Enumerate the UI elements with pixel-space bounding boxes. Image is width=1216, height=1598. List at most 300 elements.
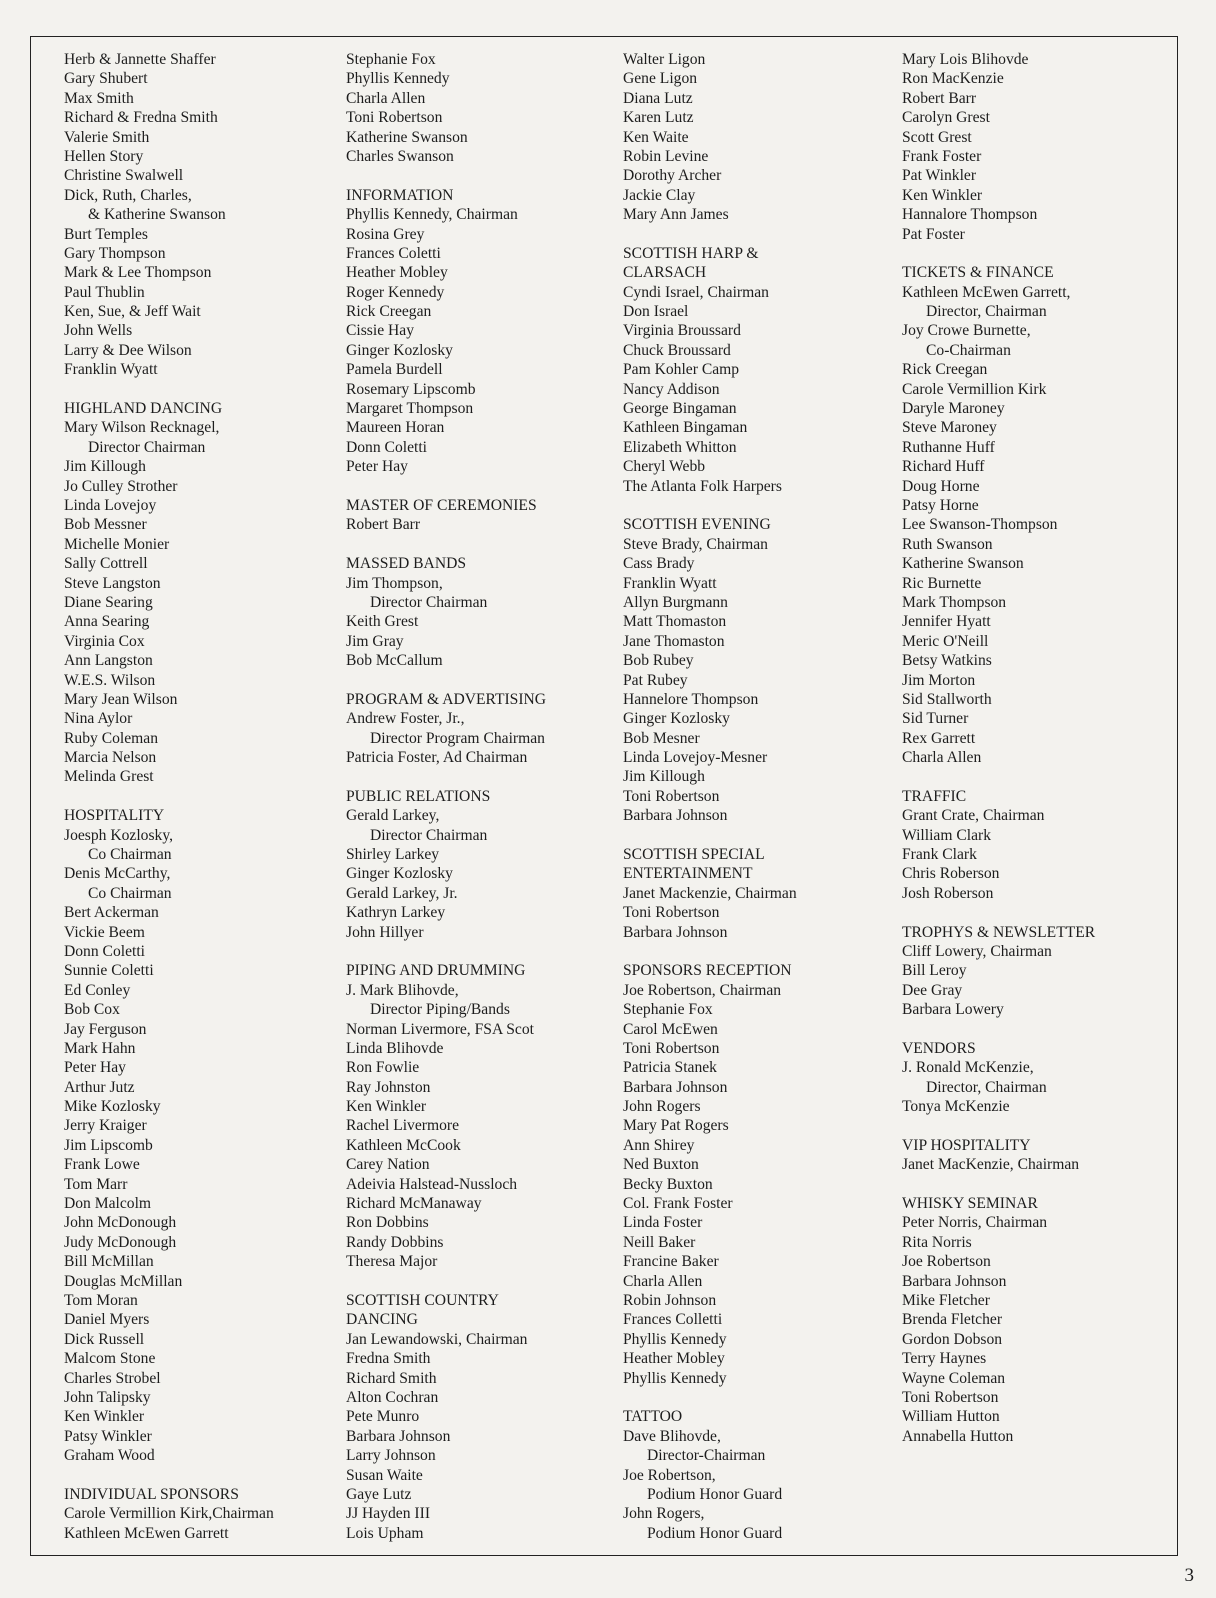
section-heading: SCOTTISH COUNTRY [346, 1292, 499, 1309]
name-entry: Richard Smith [346, 1369, 437, 1387]
name-entry: Virginia Broussard [623, 322, 741, 340]
name-entry: Dee Gray [902, 981, 963, 999]
name-entry: Director, Chairman [926, 1078, 1047, 1096]
name-entry: Ginger Kozlosky [346, 865, 453, 883]
name-entry: Burt Temples [64, 225, 148, 243]
name-entry: Sally Cottrell [64, 555, 148, 573]
name-entry: John Wells [64, 322, 133, 340]
section-heading: ENTERTAINMENT [623, 865, 753, 883]
name-entry: Charles Strobel [64, 1369, 161, 1387]
name-entry: William Hutton [902, 1408, 1000, 1426]
name-entry: Director Piping/Bands [370, 1001, 510, 1019]
name-entry: Daryle Maroney [902, 400, 1005, 418]
name-entry: Robin Johnson [623, 1292, 717, 1309]
name-entry: Katherine Swanson [346, 128, 468, 146]
name-entry: Director, Chairman [926, 303, 1047, 321]
name-entry: Jackie Clay [623, 186, 696, 204]
name-entry: W.E.S. Wilson [64, 671, 156, 689]
name-entry: Ric Burnette [902, 574, 982, 592]
name-entry: Peter Hay [346, 458, 408, 476]
name-entry: Ruthanne Huff [902, 438, 995, 456]
name-entry: Virginia Cox [64, 632, 145, 650]
name-entry: Don Israel [623, 303, 689, 321]
name-entry: Joe Robertson [902, 1253, 991, 1271]
name-entry: Adeivia Halstead-Nussloch [346, 1175, 518, 1193]
name-entry: John Rogers [623, 1098, 701, 1116]
name-entry: Tom Moran [64, 1292, 138, 1309]
spacer [346, 535, 546, 554]
spacer [346, 166, 546, 185]
name-entry: Denis McCarthy, [64, 865, 171, 883]
name-entry: Margaret Thompson [346, 400, 474, 418]
name-entry: Stephanie Fox [346, 51, 436, 68]
name-entry: Director Chairman [370, 593, 488, 611]
name-entry: Michelle Monier [64, 535, 170, 553]
name-entry: Mary Ann James [623, 206, 729, 224]
name-entry: Ruth Swanson [902, 535, 993, 553]
name-entry: Frank Foster [902, 147, 982, 165]
name-entry: Rick Creegan [346, 303, 432, 321]
name-entry: Rachel Livermore [346, 1117, 460, 1135]
name-entry: Dorothy Archer [623, 167, 722, 185]
name-entry: Pat Foster [902, 225, 965, 243]
name-entry: Matt Thomaston [623, 613, 727, 631]
name-entry: Kathryn Larkey [346, 904, 446, 922]
section-heading: MASSED BANDS [346, 555, 467, 573]
name-entry: Director Program Chairman [370, 729, 545, 747]
name-entry: Bill Leroy [902, 962, 967, 980]
name-entry: Mary Jean Wilson [64, 690, 178, 708]
spacer [902, 1116, 1095, 1135]
name-entry: John Hillyer [346, 923, 424, 941]
section-heading: SCOTTISH SPECIAL [623, 846, 765, 864]
name-entry: Dick Russell [64, 1330, 145, 1348]
name-entry: Valerie Smith [64, 128, 150, 146]
name-entry: Betsy Watkins [902, 652, 992, 670]
name-entry: Mike Fletcher [902, 1292, 990, 1309]
name-entry: JJ Hayden III [346, 1505, 431, 1523]
name-entry: Bob McCallum [346, 652, 443, 670]
name-entry: Arthur Jutz [64, 1078, 135, 1096]
name-entry: Jim Killough [623, 768, 705, 786]
name-entry: Co Chairman [88, 884, 172, 902]
name-entry: Gaye Lutz [346, 1485, 412, 1503]
name-entry: Jim Morton [902, 671, 976, 689]
name-entry: Steve Brady, Chairman [623, 535, 768, 553]
name-entry: Charles Swanson [346, 147, 454, 165]
name-entry: Brenda Fletcher [902, 1311, 1003, 1329]
name-entry: Barbara Johnson [623, 1078, 728, 1096]
name-entry: Patricia Stanek [623, 1059, 717, 1077]
name-entry: Steve Maroney [902, 419, 997, 437]
name-entry: Patricia Foster, Ad Chairman [346, 749, 528, 767]
name-entry: Katherine Swanson [902, 555, 1024, 573]
name-entry: Ron Fowlie [346, 1059, 420, 1077]
name-entry: Frank Clark [902, 846, 977, 864]
name-entry: Janet MacKenzie, Chairman [902, 1156, 1080, 1174]
name-entry: Stephanie Fox [623, 1001, 713, 1019]
name-entry: Christine Swalwell [64, 167, 184, 185]
section-heading: HOSPITALITY [64, 807, 165, 825]
name-entry: Kathleen McEwen Garrett [64, 1524, 229, 1542]
name-entry: Joe Robertson, Chairman [623, 981, 782, 999]
name-entry: Phyllis Kennedy [623, 1369, 727, 1387]
name-entry: Gerald Larkey, Jr. [346, 884, 458, 902]
name-entry: Jay Ferguson [64, 1020, 147, 1038]
name-entry: Gene Ligon [623, 70, 698, 88]
name-entry: Donn Coletti [64, 942, 145, 960]
spacer [902, 244, 1095, 263]
name-entry: Podium Honor Guard [647, 1485, 783, 1503]
name-entry: Mary Wilson Recknagel, [64, 419, 220, 437]
name-entry: Steve Langston [64, 574, 161, 592]
name-entry: Scott Grest [902, 128, 972, 146]
name-entry: Dick, Ruth, Charles, [64, 186, 192, 204]
spacer [346, 671, 546, 690]
name-entry: Linda Lovejoy [64, 496, 157, 514]
section-heading: PIPING AND DRUMMING [346, 962, 526, 980]
name-entry: Chris Roberson [902, 865, 1000, 883]
name-entry: Co Chairman [88, 846, 172, 864]
name-entry: Lois Upham [346, 1524, 424, 1542]
name-entry: Barbara Johnson [623, 807, 728, 825]
name-entry: Sunnie Coletti [64, 962, 154, 980]
spacer [902, 1175, 1095, 1194]
name-entry: Carole Vermillion Kirk [902, 380, 1047, 398]
name-entry: Toni Robertson [902, 1388, 999, 1406]
spacer [902, 903, 1095, 922]
name-entry: Chuck Broussard [623, 341, 731, 359]
name-entry: Max Smith [64, 89, 134, 107]
name-entry: Nina Aylor [64, 710, 133, 728]
name-entry: Donn Coletti [346, 438, 427, 456]
name-entry: Ann Shirey [623, 1136, 695, 1154]
name-entry: Kathleen Bingaman [623, 419, 748, 437]
name-entry: Barbara Lowery [902, 1001, 1004, 1019]
name-entry: Linda Blihovde [346, 1039, 444, 1057]
name-entry: William Clark [902, 826, 992, 844]
name-entry: Gary Shubert [64, 70, 148, 88]
name-entry: Barbara Johnson [902, 1272, 1007, 1290]
name-entry: Charla Allen [623, 1272, 703, 1290]
name-entry: Carey Nation [346, 1156, 430, 1174]
name-entry: Grant Crate, Chairman [902, 807, 1045, 825]
name-entry: Cissie Hay [346, 322, 415, 340]
name-entry: Roger Kennedy [346, 283, 445, 301]
name-entry: Annabella Hutton [902, 1427, 1014, 1445]
section-heading: TICKETS & FINANCE [902, 264, 1054, 282]
name-entry: Peter Hay [64, 1059, 126, 1077]
name-entry: Ned Buxton [623, 1156, 699, 1174]
name-entry: Terry Haynes [902, 1350, 987, 1368]
section-heading: VIP HOSPITALITY [902, 1136, 1031, 1154]
name-entry: Judy McDonough [64, 1233, 177, 1251]
name-entry: Toni Robertson [623, 787, 720, 805]
name-entry: Barbara Johnson [346, 1427, 451, 1445]
name-entry: Cheryl Webb [623, 458, 706, 476]
name-entry: Allyn Burgmann [623, 593, 728, 611]
name-entry: Col. Frank Foster [623, 1195, 733, 1213]
spacer [623, 826, 797, 845]
section-heading: VENDORS [902, 1039, 976, 1057]
name-entry: Nancy Addison [623, 380, 720, 398]
name-entry: Cass Brady [623, 555, 695, 573]
name-entry: George Bingaman [623, 400, 737, 418]
spacer [902, 1020, 1095, 1039]
name-entry: Herb & Jannette Shaffer [64, 51, 216, 68]
name-entry: Mark Hahn [64, 1039, 136, 1057]
name-entry: Gerald Larkey, [346, 807, 440, 825]
name-entry: Gordon Dobson [902, 1330, 1003, 1348]
name-entry: Patsy Horne [902, 496, 979, 514]
name-entry: Mike Kozlosky [64, 1098, 161, 1116]
name-entry: Frances Colletti [623, 1311, 723, 1329]
name-entry: Franklin Wyatt [623, 574, 717, 592]
name-entry: Richard McManaway [346, 1195, 482, 1213]
column-1 [64, 50, 274, 1543]
name-entry: Sid Turner [902, 710, 969, 728]
name-entry: Bert Ackerman [64, 904, 159, 922]
name-entry: Shirley Larkey [346, 846, 440, 864]
name-entry: Franklin Wyatt [64, 361, 158, 379]
name-entry: Hellen Story [64, 147, 144, 165]
name-entry: Jerry Kraiger [64, 1117, 147, 1135]
name-entry: Ron Dobbins [346, 1214, 429, 1232]
name-entry: John Rogers, [623, 1505, 705, 1523]
name-entry: Toni Robertson [346, 109, 443, 127]
name-entry: Graham Wood [64, 1447, 155, 1465]
name-entry: Ray Johnston [346, 1078, 431, 1096]
spacer [346, 767, 546, 786]
name-entry: Podium Honor Guard [647, 1524, 783, 1542]
spacer [64, 787, 274, 806]
name-entry: Robin Levine [623, 147, 709, 165]
name-entry: Mary Pat Rogers [623, 1117, 729, 1135]
name-entry: Cliff Lowery, Chairman [902, 942, 1052, 960]
name-entry: Maureen Horan [346, 419, 445, 437]
name-entry: Kathleen McEwen Garrett, [902, 283, 1071, 301]
name-entry: Robert Barr [902, 89, 977, 107]
name-entry: Kathleen McCook [346, 1136, 461, 1154]
name-entry: Heather Mobley [623, 1350, 725, 1368]
name-entry: Joe Robertson, [623, 1466, 716, 1484]
name-entry: Bob Cox [64, 1001, 120, 1019]
name-entry: Pete Munro [346, 1408, 420, 1426]
section-heading: SPONSORS RECEPTION [623, 962, 792, 980]
section-heading: MASTER OF CEREMONIES [346, 496, 537, 514]
name-entry: Carol McEwen [623, 1020, 718, 1038]
name-entry: Susan Waite [346, 1466, 423, 1484]
name-entry: Wayne Coleman [902, 1369, 1006, 1387]
name-entry: Ed Conley [64, 981, 131, 999]
name-entry: Co-Chairman [926, 341, 1011, 359]
name-entry: Frank Lowe [64, 1156, 140, 1174]
section-heading: DANCING [346, 1311, 418, 1329]
section-heading: TATTOO [623, 1408, 683, 1426]
name-entry: Charla Allen [902, 749, 982, 767]
section-heading: TRAFFIC [902, 787, 967, 805]
name-entry: Rita Norris [902, 1233, 972, 1251]
name-entry: Elizabeth Whitton [623, 438, 737, 456]
name-entry: Ken, Sue, & Jeff Wait [64, 303, 201, 321]
section-heading: INFORMATION [346, 186, 454, 204]
name-entry: Ginger Kozlosky [346, 341, 453, 359]
section-heading: HIGHLAND DANCING [64, 400, 223, 418]
spacer [623, 1388, 797, 1407]
column-4 [902, 50, 1095, 1446]
name-entry: Becky Buxton [623, 1175, 713, 1193]
name-entry: Jan Lewandowski, Chairman [346, 1330, 528, 1348]
section-heading: PUBLIC RELATIONS [346, 787, 491, 805]
name-entry: Linda Lovejoy-Mesner [623, 749, 768, 767]
name-entry: Diana Lutz [623, 89, 693, 107]
name-entry: Jane Thomaston [623, 632, 725, 650]
name-entry: Pat Rubey [623, 671, 688, 689]
name-entry: Anna Searing [64, 613, 150, 631]
name-entry: Lee Swanson-Thompson [902, 516, 1058, 534]
name-entry: Don Malcolm [64, 1195, 152, 1213]
spacer [64, 1466, 274, 1485]
name-entry: Joy Crowe Burnette, [902, 322, 1031, 340]
spacer [623, 942, 797, 961]
name-entry: Theresa Major [346, 1253, 438, 1271]
column-3 [623, 50, 797, 1543]
name-entry: Mark Thompson [902, 593, 1007, 611]
name-entry: Rex Garrett [902, 729, 976, 747]
name-entry: Barbara Johnson [623, 923, 728, 941]
name-entry: J. Mark Blihovde, [346, 981, 459, 999]
spacer [346, 477, 546, 496]
section-heading: SCOTTISH EVENING [623, 516, 771, 534]
spacer [623, 225, 797, 244]
name-entry: Josh Roberson [902, 884, 994, 902]
name-entry: Tom Marr [64, 1175, 128, 1193]
name-entry: Janet Mackenzie, Chairman [623, 884, 797, 902]
name-entry: Peter Norris, Chairman [902, 1214, 1048, 1232]
name-entry: Gary Thompson [64, 244, 166, 262]
name-entry: Francine Baker [623, 1253, 719, 1271]
section-heading: PROGRAM & ADVERTISING [346, 690, 547, 708]
column-2 [346, 50, 546, 1543]
name-entry: Marcia Nelson [64, 749, 157, 767]
name-entry: The Atlanta Folk Harpers [623, 477, 782, 495]
name-entry: Sid Stallworth [902, 690, 992, 708]
name-entry: Bob Messner [64, 516, 147, 534]
name-entry: Mary Lois Blihovde [902, 51, 1029, 68]
spacer [346, 942, 546, 961]
spacer [64, 380, 274, 399]
name-entry: Rosemary Lipscomb [346, 380, 476, 398]
name-entry: Bill McMillan [64, 1253, 154, 1271]
section-heading: INDIVIDUAL SPONSORS [64, 1485, 239, 1503]
name-entry: Hannalore Thompson [902, 206, 1038, 224]
name-entry: Fredna Smith [346, 1350, 431, 1368]
name-entry: Linda Foster [623, 1214, 703, 1232]
name-entry: Carole Vermillion Kirk,Chairman [64, 1505, 274, 1523]
name-entry: Pamela Burdell [346, 361, 443, 379]
name-entry: Pat Winkler [902, 167, 977, 185]
name-entry: Meric O'Neill [902, 632, 989, 650]
section-heading: TROPHYS & NEWSLETTER [902, 923, 1096, 941]
name-entry: Richard & Fredna Smith [64, 109, 218, 127]
name-entry: John McDonough [64, 1214, 177, 1232]
name-entry: Randy Dobbins [346, 1233, 444, 1251]
name-entry: Bob Mesner [623, 729, 700, 747]
name-entry: Tonya McKenzie [902, 1098, 1010, 1116]
name-entry: Pam Kohler Camp [623, 361, 740, 379]
name-entry: Daniel Myers [64, 1311, 150, 1329]
name-entry: Robert Barr [346, 516, 421, 534]
name-entry: Patsy Winkler [64, 1427, 152, 1445]
name-entry: Heather Mobley [346, 264, 448, 282]
name-entry: Carolyn Grest [902, 109, 990, 127]
name-entry: Dave Blihovde, [623, 1427, 721, 1445]
name-entry: Jo Culley Strother [64, 477, 178, 495]
name-entry: Rick Creegan [902, 361, 988, 379]
name-entry: Douglas McMillan [64, 1272, 183, 1290]
name-entry: Melinda Grest [64, 768, 154, 786]
name-entry: Phyllis Kennedy [623, 1330, 727, 1348]
name-entry: Rosina Grey [346, 225, 425, 243]
name-entry: Mark & Lee Thompson [64, 264, 212, 282]
name-entry: Ginger Kozlosky [623, 710, 730, 728]
name-entry: J. Ronald McKenzie, [902, 1059, 1034, 1077]
name-entry: Diane Searing [64, 593, 153, 611]
page-number: 3 [1184, 1565, 1194, 1586]
name-entry: Director Chairman [370, 826, 488, 844]
name-entry: Phyllis Kennedy [346, 70, 450, 88]
name-entry: Joesph Kozlosky, [64, 826, 174, 844]
name-entry: Phyllis Kennedy, Chairman [346, 206, 518, 224]
name-entry: Jim Thompson, [346, 574, 443, 592]
section-heading: WHISKY SEMINAR [902, 1195, 1038, 1213]
name-entry: Malcom Stone [64, 1350, 156, 1368]
name-entry: Ken Winkler [346, 1098, 427, 1116]
name-entry: Alton Cochran [346, 1388, 439, 1406]
name-entry: Andrew Foster, Jr., [346, 710, 465, 728]
name-entry: Paul Thublin [64, 283, 145, 301]
name-entry: Ruby Coleman [64, 729, 158, 747]
section-heading: SCOTTISH HARP & [623, 244, 759, 262]
name-entry: Toni Robertson [623, 904, 720, 922]
name-entry: Toni Robertson [623, 1039, 720, 1057]
name-entry: Ron MacKenzie [902, 70, 1004, 88]
name-entry: Jennifer Hyatt [902, 613, 991, 631]
section-heading: CLARSACH [623, 264, 707, 282]
name-entry: Karen Lutz [623, 109, 694, 127]
name-entry: Frances Coletti [346, 244, 441, 262]
spacer [346, 1272, 546, 1291]
name-entry: Richard Huff [902, 458, 985, 476]
name-entry: Cyndi Israel, Chairman [623, 283, 769, 301]
name-entry: Keith Grest [346, 613, 419, 631]
name-entry: Jim Killough [64, 458, 146, 476]
name-entry: Larry & Dee Wilson [64, 341, 192, 359]
name-entry: Charla Allen [346, 89, 426, 107]
name-entry: & Katherine Swanson [88, 206, 226, 224]
name-entry: Larry Johnson [346, 1447, 436, 1465]
name-entry: John Talipsky [64, 1388, 151, 1406]
name-entry: Jim Lipscomb [64, 1136, 153, 1154]
name-entry: Vickie Beem [64, 923, 145, 941]
name-entry: Hannelore Thompson [623, 690, 759, 708]
name-entry: Ken Winkler [64, 1408, 145, 1426]
name-entry: Ann Langston [64, 652, 153, 670]
spacer [623, 496, 797, 515]
spacer [902, 767, 1095, 786]
name-entry: Neill Baker [623, 1233, 696, 1251]
name-entry: Ken Winkler [902, 186, 983, 204]
